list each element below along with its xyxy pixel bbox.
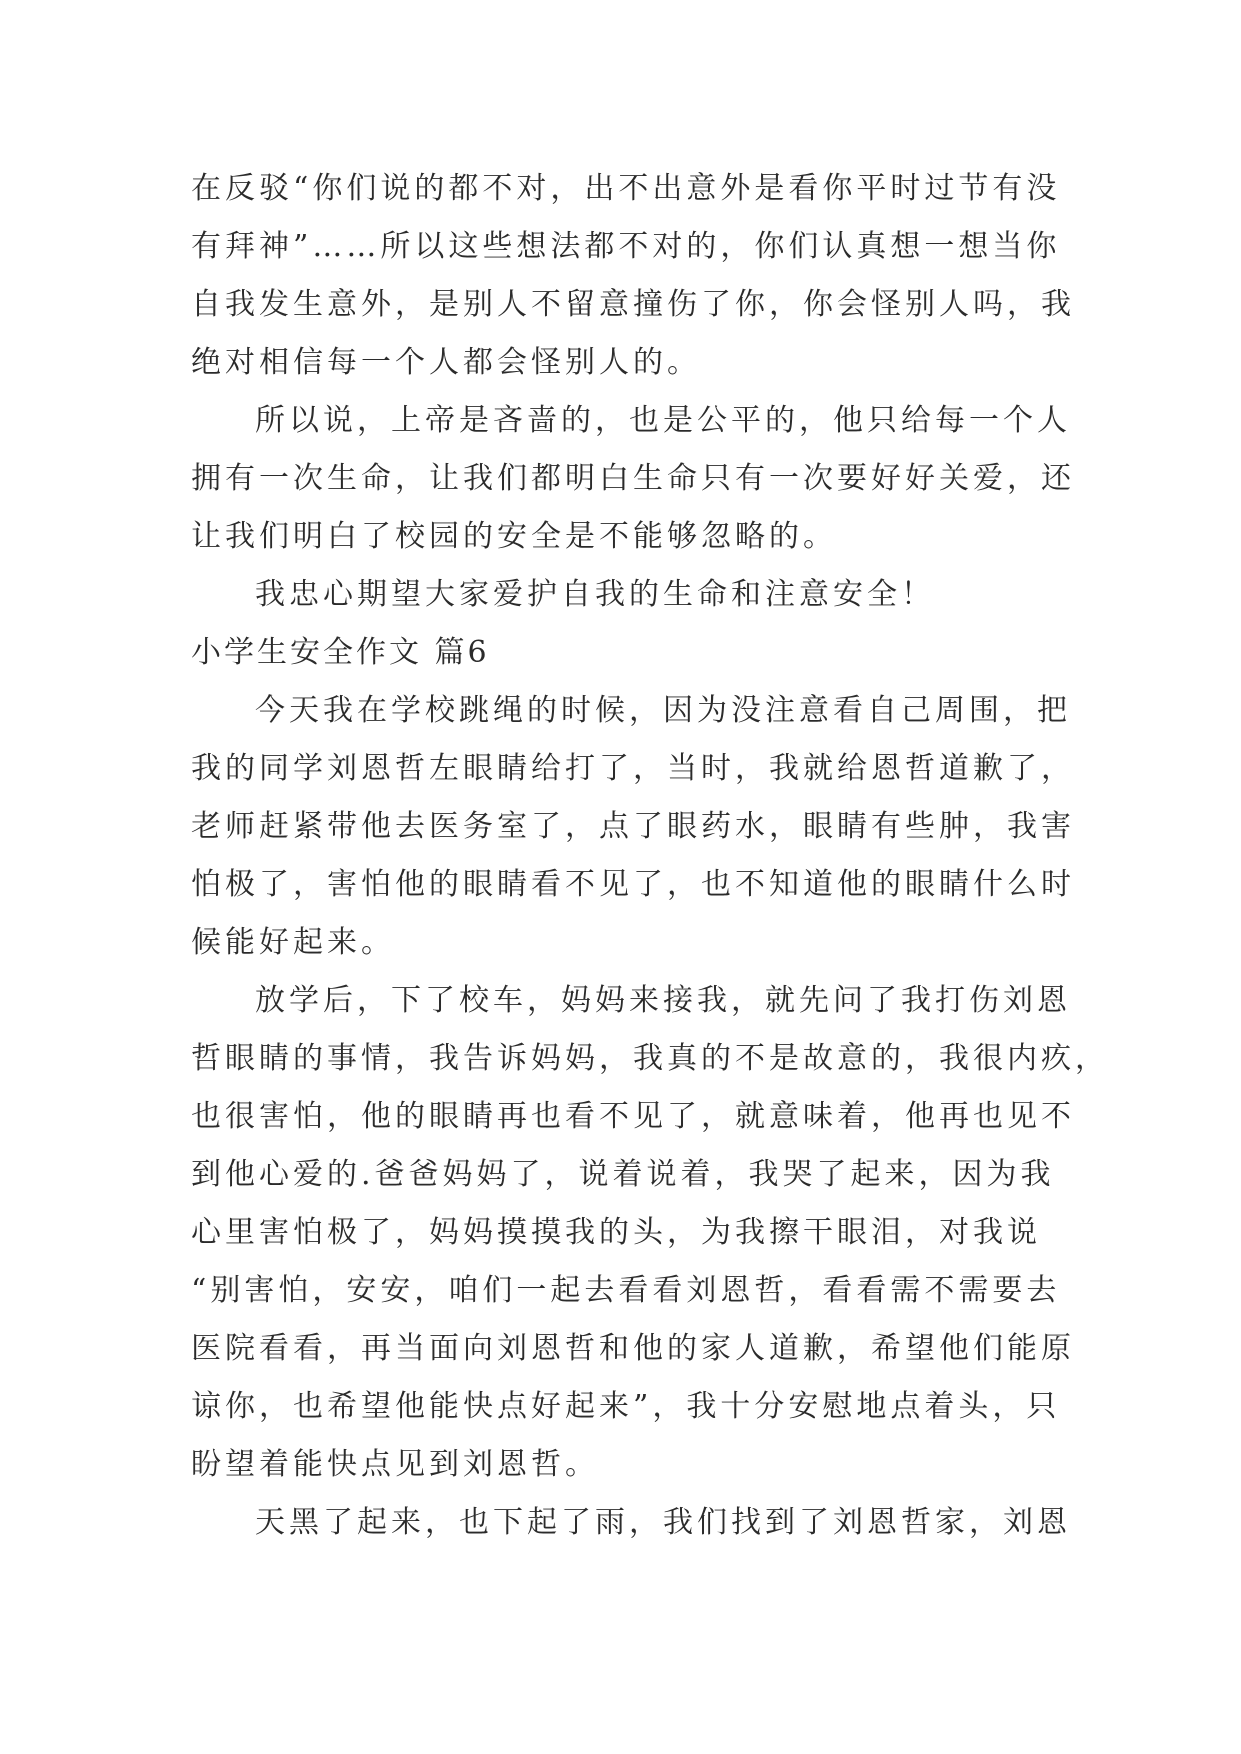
- text-line: 也很害怕，他的眼睛再也看不见了，就意味着，他再也见不: [191, 1099, 1075, 1134]
- document-page: [191, 160, 1109, 1552]
- text-line: 放学后，下了校车，妈妈来接我，就先问了我打伤刘恩: [255, 983, 1071, 1018]
- paragraph-4: [191, 682, 1075, 972]
- section-title: 小学生安全作文 篇6: [191, 635, 490, 670]
- text-line: 拥有一次生命，让我们都明白生命只有一次要好好关爱，还: [191, 461, 1075, 496]
- text-line: 老师赶紧带他去医务室了，点了眼药水，眼睛有些肿，我害: [191, 809, 1075, 844]
- paragraph-5: [191, 972, 1109, 1494]
- text-line: 盼望着能快点见到刘恩哲。: [191, 1447, 599, 1482]
- text-line: 有拜神”……所以这些想法都不对的，你们认真想一想当你: [191, 229, 1061, 264]
- text-line: 今天我在学校跳绳的时候，因为没注意看自己周围，把: [255, 693, 1071, 728]
- paragraph-6: [191, 1494, 1071, 1552]
- text-line: 心里害怕极了，妈妈摸摸我的头，为我擦干眼泪，对我说: [191, 1215, 1041, 1250]
- text-line: “别害怕，安安，咱们一起去看看刘恩哲，看看需不需要去: [191, 1273, 1061, 1308]
- text-line: 自我发生意外，是别人不留意撞伤了你，你会怪别人吗，我: [191, 287, 1075, 322]
- text-line: 我的同学刘恩哲左眼睛给打了，当时，我就给恩哲道歉了，: [191, 751, 1075, 786]
- paragraph-3: [191, 566, 1051, 624]
- text-line: 所以说，上帝是吝啬的，也是公平的，他只给每一个人: [255, 403, 1071, 438]
- text-line: 医院看看，再当面向刘恩哲和他的家人道歉，希望他们能原: [191, 1331, 1075, 1366]
- text-line: 候能好起来。: [191, 925, 395, 960]
- text-line: 让我们明白了校园的安全是不能够忽略的。: [191, 519, 837, 554]
- text-line: 到他心爱的.爸爸妈妈了，说着说着，我哭了起来，因为我: [191, 1157, 1055, 1192]
- text-line: 谅你，也希望他能快点好起来”，我十分安慰地点着头，只: [191, 1389, 1061, 1424]
- text-line: 怕极了，害怕他的眼睛看不见了，也不知道他的眼睛什么时: [191, 867, 1075, 902]
- text-line: 我忠心期望大家爱护自我的生命和注意安全！: [255, 577, 935, 612]
- text-line: 绝对相信每一个人都会怪别人的。: [191, 345, 701, 380]
- section-heading: [191, 624, 1051, 682]
- paragraph-2: [191, 392, 1075, 566]
- text-line: 哲眼睛的事情，我告诉妈妈，我真的不是故意的，我很内疚，: [191, 1041, 1109, 1076]
- text-line: 在反驳“你们说的都不对，出不出意外是看你平时过节有没: [191, 171, 1061, 206]
- paragraph-1: [191, 160, 1075, 392]
- text-line: 天黑了起来，也下起了雨，我们找到了刘恩哲家，刘恩: [255, 1505, 1071, 1540]
